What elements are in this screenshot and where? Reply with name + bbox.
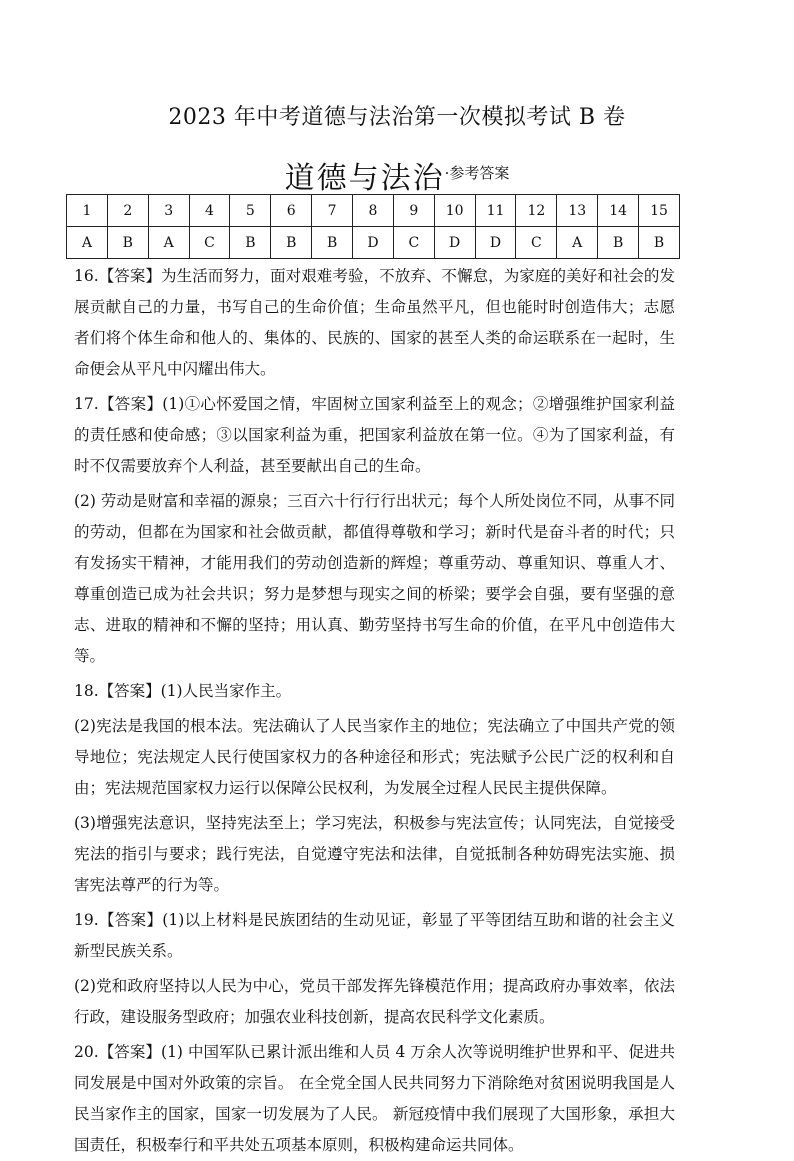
answer-paragraph-18-2: (2)宪法是我国的根本法。宪法确认了人民当家作主的地位；宪法确立了中国共产党的领导地位；宪法规定人民行使国家权力的各种途径和形式；宪法赋予公民广泛的权利和自由；宪法规范国家权力运行以保障公民权利，为发展全过程人民民主提供保障。	[74, 717, 675, 797]
question-number: 7	[312, 195, 353, 227]
answer-paragraph-18-3: (3)增强宪法意识，坚持宪法至上；学习宪法，积极参与宪法宣传；认同宪法，自觉接受宪法的指引与要求；践行宪法，自觉遵守宪法和法律，自觉抵制各种妨碍宪法实施、损害宪法尊严的行为等。	[74, 814, 675, 894]
answer-paragraph-19-1: 19.【答案】(1)以上材料是民族团结的生动见证，彰显了平等团结互助和谐的社会主义新型民族关系。	[74, 911, 675, 960]
answer-table	[66, 194, 680, 259]
answer-cell: C	[393, 227, 434, 259]
answer-paragraph-16: 16.【答案】为生活而努力，面对艰难考验，不放弃、不懈怠，为家庭的美好和社会的发展贡献自己的力量，书写自己的生命价值；生命虽然平凡，但也能时时创造伟大；志愿者们将个体生命和他人的、集体的、民族的、国家的甚至人类的命运联系在一起时，生命便会从平凡中闪耀出伟大。	[74, 267, 675, 378]
answer-cell: B	[639, 227, 680, 259]
question-number: 11	[475, 195, 516, 227]
question-number: 3	[148, 195, 189, 227]
question-number: 15	[639, 195, 680, 227]
question-number: 9	[393, 195, 434, 227]
question-number: 5	[230, 195, 271, 227]
question-number: 6	[271, 195, 312, 227]
question-number-row	[67, 195, 680, 227]
subject-title: 道德与法治	[284, 161, 445, 196]
answer-paragraph-19-2: (2)党和政府坚持以人民为中心，党员干部发挥先锋模范作用；提高政府办事效率，依法行政，建设服务型政府；加强农业科技创新，提高农民科学文化素质。	[74, 977, 675, 1026]
subject-heading	[0, 153, 794, 197]
answer-cell: C	[516, 227, 557, 259]
question-number: 14	[598, 195, 639, 227]
answer-cell: D	[353, 227, 394, 259]
answer-cell: B	[230, 227, 271, 259]
question-number: 1	[67, 195, 108, 227]
answer-paragraph-20: 20.【答案】(1) 中国军队已累计派出维和人员 4 万余人次等说明维护世界和平、促进共同发展是中国对外政策的宗旨。 在全党全国人民共同努力下消除绝对贫困说明我国是人民当家作主的国家，国家一切发展为了人民。 新冠疫情中我们展现了大国形象，承担大国责任，积极奉行和平共处五项基本原则，积极构建命运共同体。	[74, 1043, 675, 1154]
question-number: 13	[557, 195, 598, 227]
answer-cell: B	[598, 227, 639, 259]
question-number: 4	[189, 195, 230, 227]
answer-cell: A	[148, 227, 189, 259]
answer-cell: B	[312, 227, 353, 259]
question-number: 8	[353, 195, 394, 227]
page-title: 2023 年中考道德与法治第一次模拟考试 B 卷	[168, 105, 626, 130]
answer-paragraph-17-2: (2) 劳动是财富和幸福的源泉；三百六十行行行出状元；每个人所处岗位不同，从事不同的劳动，但都在为国家和社会做贡献，都值得尊敬和学习；新时代是奋斗者的时代；只有发扬实干精神，才能用我们的劳动创造新的辉煌；尊重劳动、尊重知识、尊重人才、尊重创造已成为社会共识；努力是梦想与现实之间的桥梁；要学会自强，要有坚强的意志、进取的精神和不懈的坚持；用认真、勤劳坚持书写生命的价值，在平凡中创造伟大等。	[74, 492, 675, 665]
answer-paragraph-18-1: 18.【答案】(1)人民当家作主。	[74, 682, 292, 700]
question-number: 2	[107, 195, 148, 227]
answer-row	[67, 227, 680, 259]
answer-cell: D	[475, 227, 516, 259]
answer-cell: A	[557, 227, 598, 259]
question-number: 12	[516, 195, 557, 227]
answer-cell: B	[107, 227, 148, 259]
answer-cell: A	[67, 227, 108, 259]
answer-cell: C	[189, 227, 230, 259]
answer-cell: B	[271, 227, 312, 259]
answer-content	[74, 261, 675, 1161]
answer-paragraph-17-1: 17.【答案】(1)①心怀爱国之情，牢固树立国家利益至上的观念；②增强维护国家利益的责任感和使命感；③以国家利益为重，把国家利益放在第一位。④为了国家利益，有时不仅需要放弃个人利益，甚至要献出自己的生命。	[74, 395, 675, 475]
answer-cell: D	[434, 227, 475, 259]
answer-key-label: ·参考答案	[444, 164, 510, 182]
question-number: 10	[434, 195, 475, 227]
